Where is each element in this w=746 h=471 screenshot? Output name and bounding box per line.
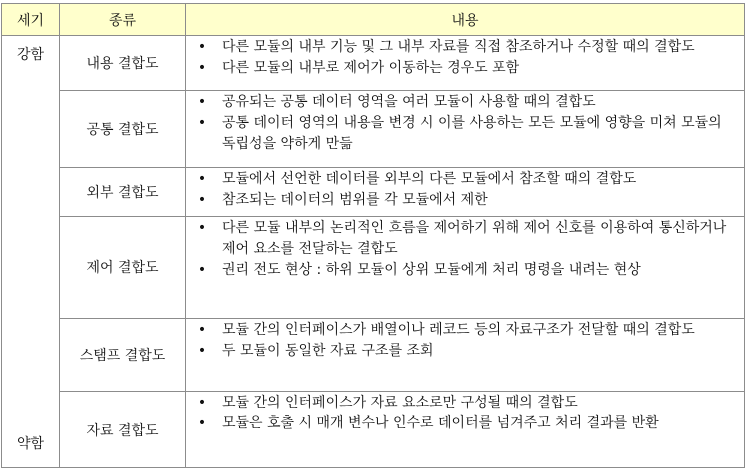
bullet-icon: • bbox=[197, 114, 207, 131]
table-row bbox=[2, 318, 745, 392]
content-cell bbox=[186, 90, 745, 168]
list-item: • 다른 모듈의 내부 기능 및 그 내부 자료를 직접 참조하거나 수정할 때의 결합도 bbox=[196, 37, 738, 58]
type-cell: 공통 결합도 bbox=[60, 90, 186, 168]
strength-cell bbox=[2, 36, 60, 468]
list-item: • 두 모듈이 동일한 자료 구조를 조회 bbox=[196, 341, 738, 362]
table-row bbox=[2, 36, 745, 91]
list-item: • 모듈은 호출 시 매개 변수나 인수로 데이터를 넘겨주고 처리 결과를 반환 bbox=[197, 415, 659, 432]
header-type: 종류 bbox=[60, 4, 186, 36]
bullet-icon: • bbox=[197, 321, 207, 338]
table-row bbox=[2, 168, 745, 216]
list-item: • 모듈에서 선언한 데이터를 외부의 다른 모듈에서 참조할 때의 결합도 bbox=[196, 169, 738, 190]
type-cell: 내용 결합도 bbox=[60, 36, 186, 91]
header-row bbox=[2, 4, 745, 36]
list-item: • 다른 모듈의 내부로 제어가 이동하는 경우도 포함 bbox=[196, 58, 738, 79]
bullet-icon: • bbox=[197, 39, 207, 55]
content-cell bbox=[186, 216, 745, 318]
header-content: 내용 bbox=[186, 4, 745, 36]
bullet-icon: • bbox=[197, 342, 207, 359]
coupling-table bbox=[1, 3, 745, 468]
content-cell bbox=[186, 36, 745, 91]
type-cell: 제어 결합도 bbox=[60, 216, 186, 318]
bullet-icon: • bbox=[197, 415, 207, 432]
bullet-icon: • bbox=[197, 261, 207, 278]
bullet-icon: • bbox=[197, 93, 207, 110]
table-row bbox=[2, 90, 745, 168]
type-cell: 자료 결합도 bbox=[60, 392, 186, 468]
table-row bbox=[2, 392, 745, 468]
bullet-icon: • bbox=[197, 395, 207, 412]
content-cell bbox=[186, 168, 745, 216]
list-item: • 모듈 간의 인터페이스가 배열이나 레코드 등의 자료구조가 전달할 때의 결합도 bbox=[196, 320, 738, 341]
bullet-icon: • bbox=[197, 192, 207, 209]
list-item: • 다른 모듈 내부의 논리적인 흐름을 제어하기 위해 제어 신호를 이용하여 통신하거나 제어 요소를 전달하는 결합도 bbox=[197, 219, 727, 257]
type-cell: 스탬프 결합도 bbox=[60, 318, 186, 392]
table-row bbox=[2, 216, 745, 318]
content-cell bbox=[186, 392, 745, 468]
type-cell: 외부 결합도 bbox=[60, 168, 186, 216]
header-strength: 세기 bbox=[2, 4, 60, 36]
bullet-icon: • bbox=[197, 219, 207, 236]
bullet-icon: • bbox=[197, 171, 207, 188]
list-item: • 공유되는 공통 데이터 영역을 여러 모듈이 사용할 때의 결합도 bbox=[196, 92, 738, 113]
strength-weak-label: 약함 bbox=[16, 436, 45, 452]
list-item: • 공통 데이터 영역의 내용을 변경 시 이를 사용하는 모든 모듈에 영향을 미쳐 모듈의 독립성을 약하게 만듦 bbox=[197, 114, 722, 152]
list-item: • 참조되는 데이터의 범위를 각 모듈에서 제한 bbox=[196, 190, 738, 211]
list-item: • 모듈 간의 인터페이스가 자료 요소로만 구성될 때의 결합도 bbox=[197, 395, 578, 412]
list-item: • 권리 전도 현상 : 하위 모듈이 상위 모듈에게 처리 명령을 내려는 현상 bbox=[196, 260, 738, 281]
bullet-icon: • bbox=[197, 60, 207, 76]
content-cell bbox=[186, 318, 745, 392]
strength-strong-label: 강함 bbox=[16, 47, 45, 63]
